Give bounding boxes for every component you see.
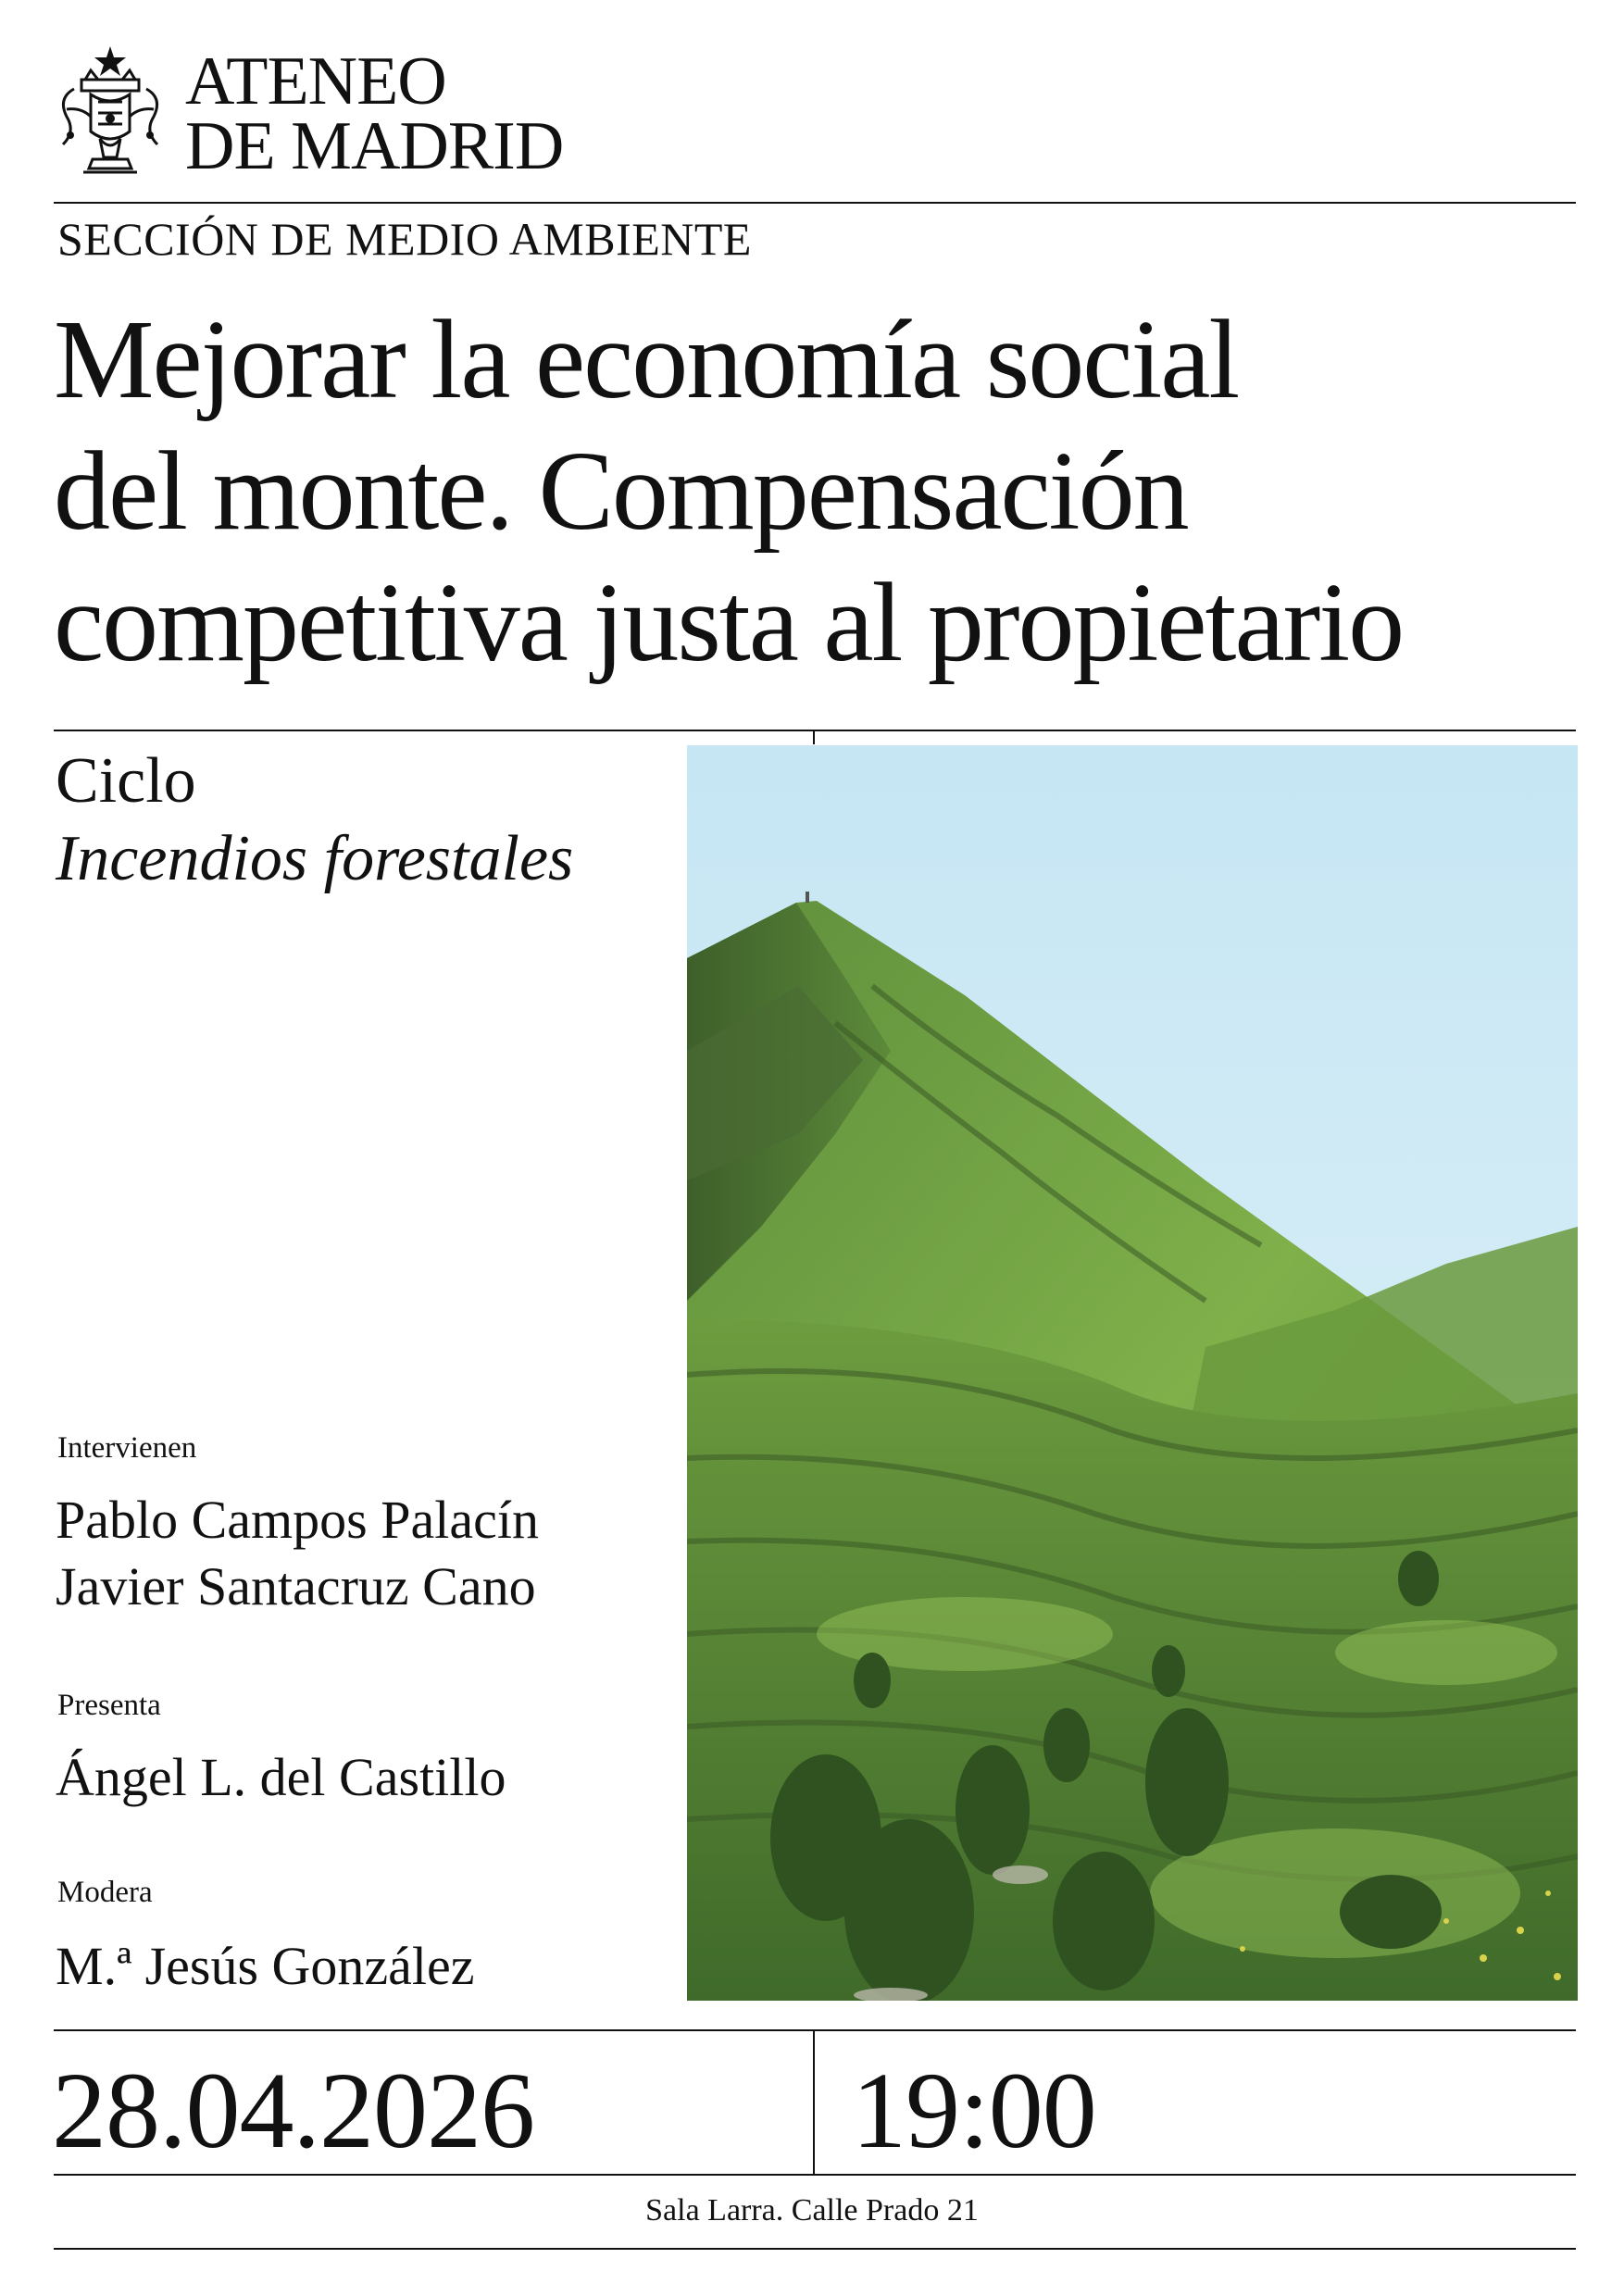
date-time-separator <box>813 2029 815 2174</box>
organization-name-line2: DE MADRID <box>185 108 564 184</box>
ateneo-crest-icon <box>54 43 167 181</box>
organization-name-line1: ATENEO <box>185 44 446 119</box>
bottom-divider-middle <box>54 2174 1576 2176</box>
event-title-line2: del monte. Compensación <box>54 429 1188 554</box>
speakers-label: Intervienen <box>57 1431 197 1465</box>
title-divider-tick <box>813 730 815 744</box>
mountain-ridge-photo <box>687 745 1578 2001</box>
presenter-label: Presenta <box>57 1689 161 1722</box>
event-title-line3: competitiva justa al propietario <box>54 560 1404 685</box>
section-name: SECCIÓN DE MEDIO AMBIENTE <box>57 213 752 265</box>
event-title <box>54 294 1591 689</box>
event-title-line1: Mejorar la economía social <box>54 297 1239 422</box>
speaker-name: Javier Santacruz Cano <box>56 1556 536 1616</box>
organization-name <box>185 44 564 184</box>
presenter-name: Ángel L. del Castillo <box>56 1747 506 1807</box>
moderator-name: M.ª Jesús González <box>56 1936 475 1996</box>
event-time: 19:00 <box>852 2050 1096 2171</box>
event-venue: Sala Larra. Calle Prado 21 <box>645 2193 979 2227</box>
event-date: 28.04.2026 <box>52 2050 534 2171</box>
bottom-divider-top <box>54 2029 1576 2031</box>
header-divider <box>54 202 1576 204</box>
cycle-name: Incendios forestales <box>56 823 574 894</box>
speaker-name: Pablo Campos Palacín <box>56 1490 539 1550</box>
moderator-label: Modera <box>57 1876 153 1909</box>
bottom-divider-bottom <box>54 2248 1576 2250</box>
cycle-label: Ciclo <box>56 745 196 817</box>
title-divider <box>54 730 1576 731</box>
